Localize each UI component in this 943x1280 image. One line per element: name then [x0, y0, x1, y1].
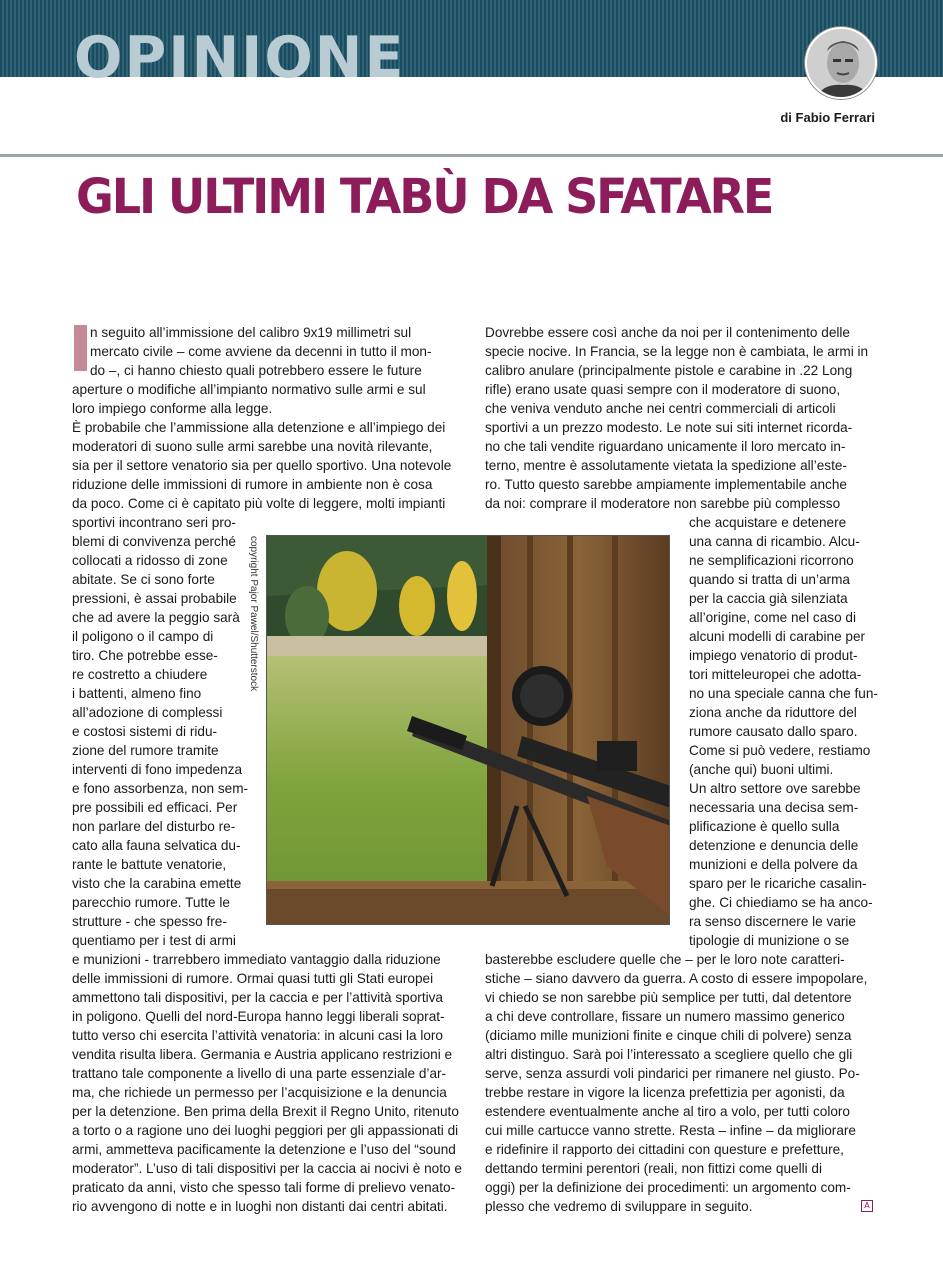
- text-line: che veniva venduto anche nei centri commerciali di articoli: [485, 401, 836, 416]
- text-line: basterebbe escludere quelle che – per le loro note caratteri-: [485, 952, 845, 967]
- text-line: trebbe restare in vigore la licenza prefettizia per agonisti, da: [485, 1085, 845, 1100]
- author-portrait-icon: [807, 29, 877, 99]
- text-line: strutture - che spesso fre-: [72, 914, 227, 929]
- author-byline: di Fabio Ferrari: [780, 110, 875, 125]
- text-line: sportivi incontrano seri pro-: [72, 515, 236, 530]
- column2-narrow-text: [689, 513, 879, 950]
- text-line: estendere eventualmente anche al tiro a volo, per tutti coloro: [485, 1104, 850, 1119]
- text-line: n seguito all’immissione del calibro 9x19 millimetri sul: [90, 325, 412, 340]
- text-line: blemi di convivenza perché: [72, 534, 236, 549]
- text-line: praticato da anni, visto che spesso tali forme di prelievo venato-: [72, 1180, 456, 1195]
- text-line: impiego venatorio di produt-: [689, 648, 858, 663]
- text-line: detenzione e denuncia delle: [689, 838, 859, 853]
- text-line: all’origine, come nel caso di: [689, 610, 856, 625]
- text-line: sia per il settore venatorio sia per quello sportivo. Una notevole: [72, 458, 452, 473]
- text-line: do –, ci hanno chiesto quali potrebbero essere le future: [90, 363, 422, 378]
- text-line: Un altro settore ove sarebbe: [689, 781, 861, 796]
- article-photo: [266, 535, 670, 925]
- text-line: una canna di ricambio. Alcu-: [689, 534, 860, 549]
- text-line: all’adozione di complessi: [72, 705, 223, 720]
- text-line: tiro. Che potrebbe esse-: [72, 648, 218, 663]
- article-headline: GLI ULTIMI TABÙ DA SFATARE: [76, 169, 773, 225]
- text-line: vendita risulta libera. Germania e Austria applicano restrizioni e: [72, 1047, 453, 1062]
- text-line: non parlare del disturbo re-: [72, 819, 236, 834]
- header-divider: [0, 154, 943, 157]
- text-line: pressioni, è assai probabile: [72, 591, 237, 606]
- text-line: a chi deve controllare, fissare un numero massimo generico: [485, 1009, 845, 1024]
- text-line: ghe. Ci chiediamo se ha anco-: [689, 895, 873, 910]
- column2-top-text: [485, 323, 885, 513]
- text-line: visto che la carabina emette: [72, 876, 242, 891]
- text-line: plificazione è quello sulla: [689, 819, 840, 834]
- text-line: (anche qui) buoni ultimi.: [689, 762, 834, 777]
- text-line: ro. Tutto questo sarebbe ampiamente implementabile anche: [485, 477, 847, 492]
- text-line: da poco. Come ci è capitato più volte di leggere, molti impianti: [72, 496, 446, 511]
- column1-narrow-text: [72, 513, 247, 950]
- text-line: pre possibili ed efficaci. Per: [72, 800, 238, 815]
- text-line: oggi) per la definizione dei procedimenti: un argomento com-: [485, 1180, 851, 1195]
- photo-credit: copyright Pajor Pawel/Shutterstock: [248, 536, 259, 692]
- text-line: specie nocive. In Francia, se la legge non è cambiata, le armi in: [485, 344, 869, 359]
- column1-top-text: [72, 323, 472, 513]
- text-line: stiche – siano davvero da guerra. A costo di essere impopolare,: [485, 971, 868, 986]
- text-line: (diciamo mille munizioni finite e cinque chili di polvere) senza: [485, 1028, 852, 1043]
- text-line: no una speciale canna che fun-: [689, 686, 878, 701]
- text-line: rio avvengono di notte e in luoghi non distanti dai centri abitati.: [72, 1199, 448, 1214]
- text-line: cato alla fauna selvatica du-: [72, 838, 241, 853]
- text-line: serve, senza assurdi voli pindarici per rimanere nel giusto. Po-: [485, 1066, 860, 1081]
- rifle-scene-illustration: [267, 536, 670, 925]
- text-line: re costretto a chiudere: [72, 667, 208, 682]
- text-line: a torto o a ragione uno dei luoghi peggiori per gli appassionati di: [72, 1123, 459, 1138]
- text-line: alcuni modelli di carabine per: [689, 629, 866, 644]
- author-avatar: [805, 27, 877, 99]
- text-line: ne semplificazioni ricorrono: [689, 553, 854, 568]
- text-line: dettando termini perentori (reali, non fittizi come quelli di: [485, 1161, 822, 1176]
- text-line: e costosi sistemi di ridu-: [72, 724, 218, 739]
- text-line: moderator”. L’uso di tali dispositivi per la caccia ai nocivi è noto e: [72, 1161, 462, 1176]
- text-line: e ridefinire il rapporto dei cittadini con questure e prefetture,: [485, 1142, 844, 1157]
- text-line: loro impiego conforme alla legge.: [72, 401, 273, 416]
- end-of-article-icon: A: [861, 1200, 873, 1212]
- text-line: ma, che richiede un permesso per l’acquisizione e la denuncia: [72, 1085, 447, 1100]
- text-line: cui mille cartucce vanno strette. Resta – infine – da migliorare: [485, 1123, 856, 1138]
- text-line: delle immissioni di rumore. Ormai quasi tutti gli Stati europei: [72, 971, 434, 986]
- text-line: trattano tale componente a livello di una parte essenziale d’ar-: [72, 1066, 447, 1081]
- text-line: sparo per le ricariche casalin-: [689, 876, 867, 891]
- text-line: mercato civile – come avviene da decenni in tutto il mon-: [90, 344, 432, 359]
- text-line: ammettono tali dispositivi, per la caccia e per l’attività sportiva: [72, 990, 443, 1005]
- text-line: interventi di fono impedenza: [72, 762, 243, 777]
- text-line: il poligono o il campo di: [72, 629, 214, 644]
- text-line: rante le battute venatorie,: [72, 857, 227, 872]
- text-line: per la caccia già silenziata: [689, 591, 848, 606]
- text-line: e fono assorbenza, non sem-: [72, 781, 249, 796]
- text-line: abitate. Se ci sono forte: [72, 572, 215, 587]
- text-line: Dovrebbe essere così anche da noi per il contenimento delle: [485, 325, 850, 340]
- text-line: collocati a ridosso di zone: [72, 553, 228, 568]
- text-line: tori mitteleuropei che adotta-: [689, 667, 862, 682]
- text-line: plesso che vedremo di sviluppare in seguito.: [485, 1199, 753, 1214]
- column1-bottom-text: [72, 950, 472, 1216]
- text-line: i battenti, almeno fino: [72, 686, 202, 701]
- text-line: da noi: comprare il moderatore non sarebbe più complesso: [485, 496, 841, 511]
- text-line: È probabile che l’ammissione alla detenzione e all’impiego dei: [72, 420, 446, 435]
- text-line: armi, ammetteva pacificamente la detenzione e l’uso del “sound: [72, 1142, 456, 1157]
- text-line: che acquistare e detenere: [689, 515, 847, 530]
- text-line: e munizioni - trarrebbero immediato vantaggio dalla riduzione: [72, 952, 441, 967]
- text-line: sportivi a un prezzo modesto. Le note sui siti internet ricorda-: [485, 420, 853, 435]
- column2-bottom-text: [485, 950, 885, 1216]
- section-title: OPINIONE: [74, 30, 406, 78]
- text-line: tipologie di munizione o se: [689, 933, 850, 948]
- text-line: rumore causato dallo sparo.: [689, 724, 858, 739]
- text-line: necessaria una decisa sem-: [689, 800, 859, 815]
- text-line: rifle) erano usate quasi sempre con il moderatore di suono,: [485, 382, 841, 397]
- text-line: per la detenzione. Ben prima della Brexit il Regno Unito, ritenuto: [72, 1104, 459, 1119]
- text-line: moderatori di suono sulle armi sarebbe una novità rilevante,: [72, 439, 433, 454]
- text-line: parecchio rumore. Tutte le: [72, 895, 230, 910]
- text-line: calibro anulare (principalmente pistole e carabine in .22 Long: [485, 363, 853, 378]
- text-line: zione del rumore tramite: [72, 743, 219, 758]
- text-line: ra senso discernere le varie: [689, 914, 856, 929]
- text-line: altri distinguo. Sarà poi l’interessato a scegliere quello che gli: [485, 1047, 853, 1062]
- text-line: ziona anche da riduttore del: [689, 705, 857, 720]
- text-line: no che tali vendite riguardano unicamente il loro mercato in-: [485, 439, 846, 454]
- text-line: in poligono. Quelli del nord-Europa hanno leggi liberali soprat-: [72, 1009, 445, 1024]
- text-line: quentiamo per i test di armi: [72, 933, 236, 948]
- text-line: quando si tratta di un’arma: [689, 572, 850, 587]
- text-line: Come si può vedere, restiamo: [689, 743, 871, 758]
- text-line: terno, mentre è assolutamente vietata la spedizione all’este-: [485, 458, 847, 473]
- text-line: vi chiedo se non sarebbe più semplice per tutti, dal detentore: [485, 990, 852, 1005]
- text-line: tutto verso chi esercita l’attività venatoria: in alcuni casi la loro: [72, 1028, 443, 1043]
- text-line: munizioni e della polvere da: [689, 857, 858, 872]
- text-line: che ad avere la peggio sarà: [72, 610, 240, 625]
- text-line: aperture o modifiche all’impianto normativo sulle armi e sul: [72, 382, 426, 397]
- text-line: riduzione delle immissioni di rumore in ambiente non è cosa: [72, 477, 433, 492]
